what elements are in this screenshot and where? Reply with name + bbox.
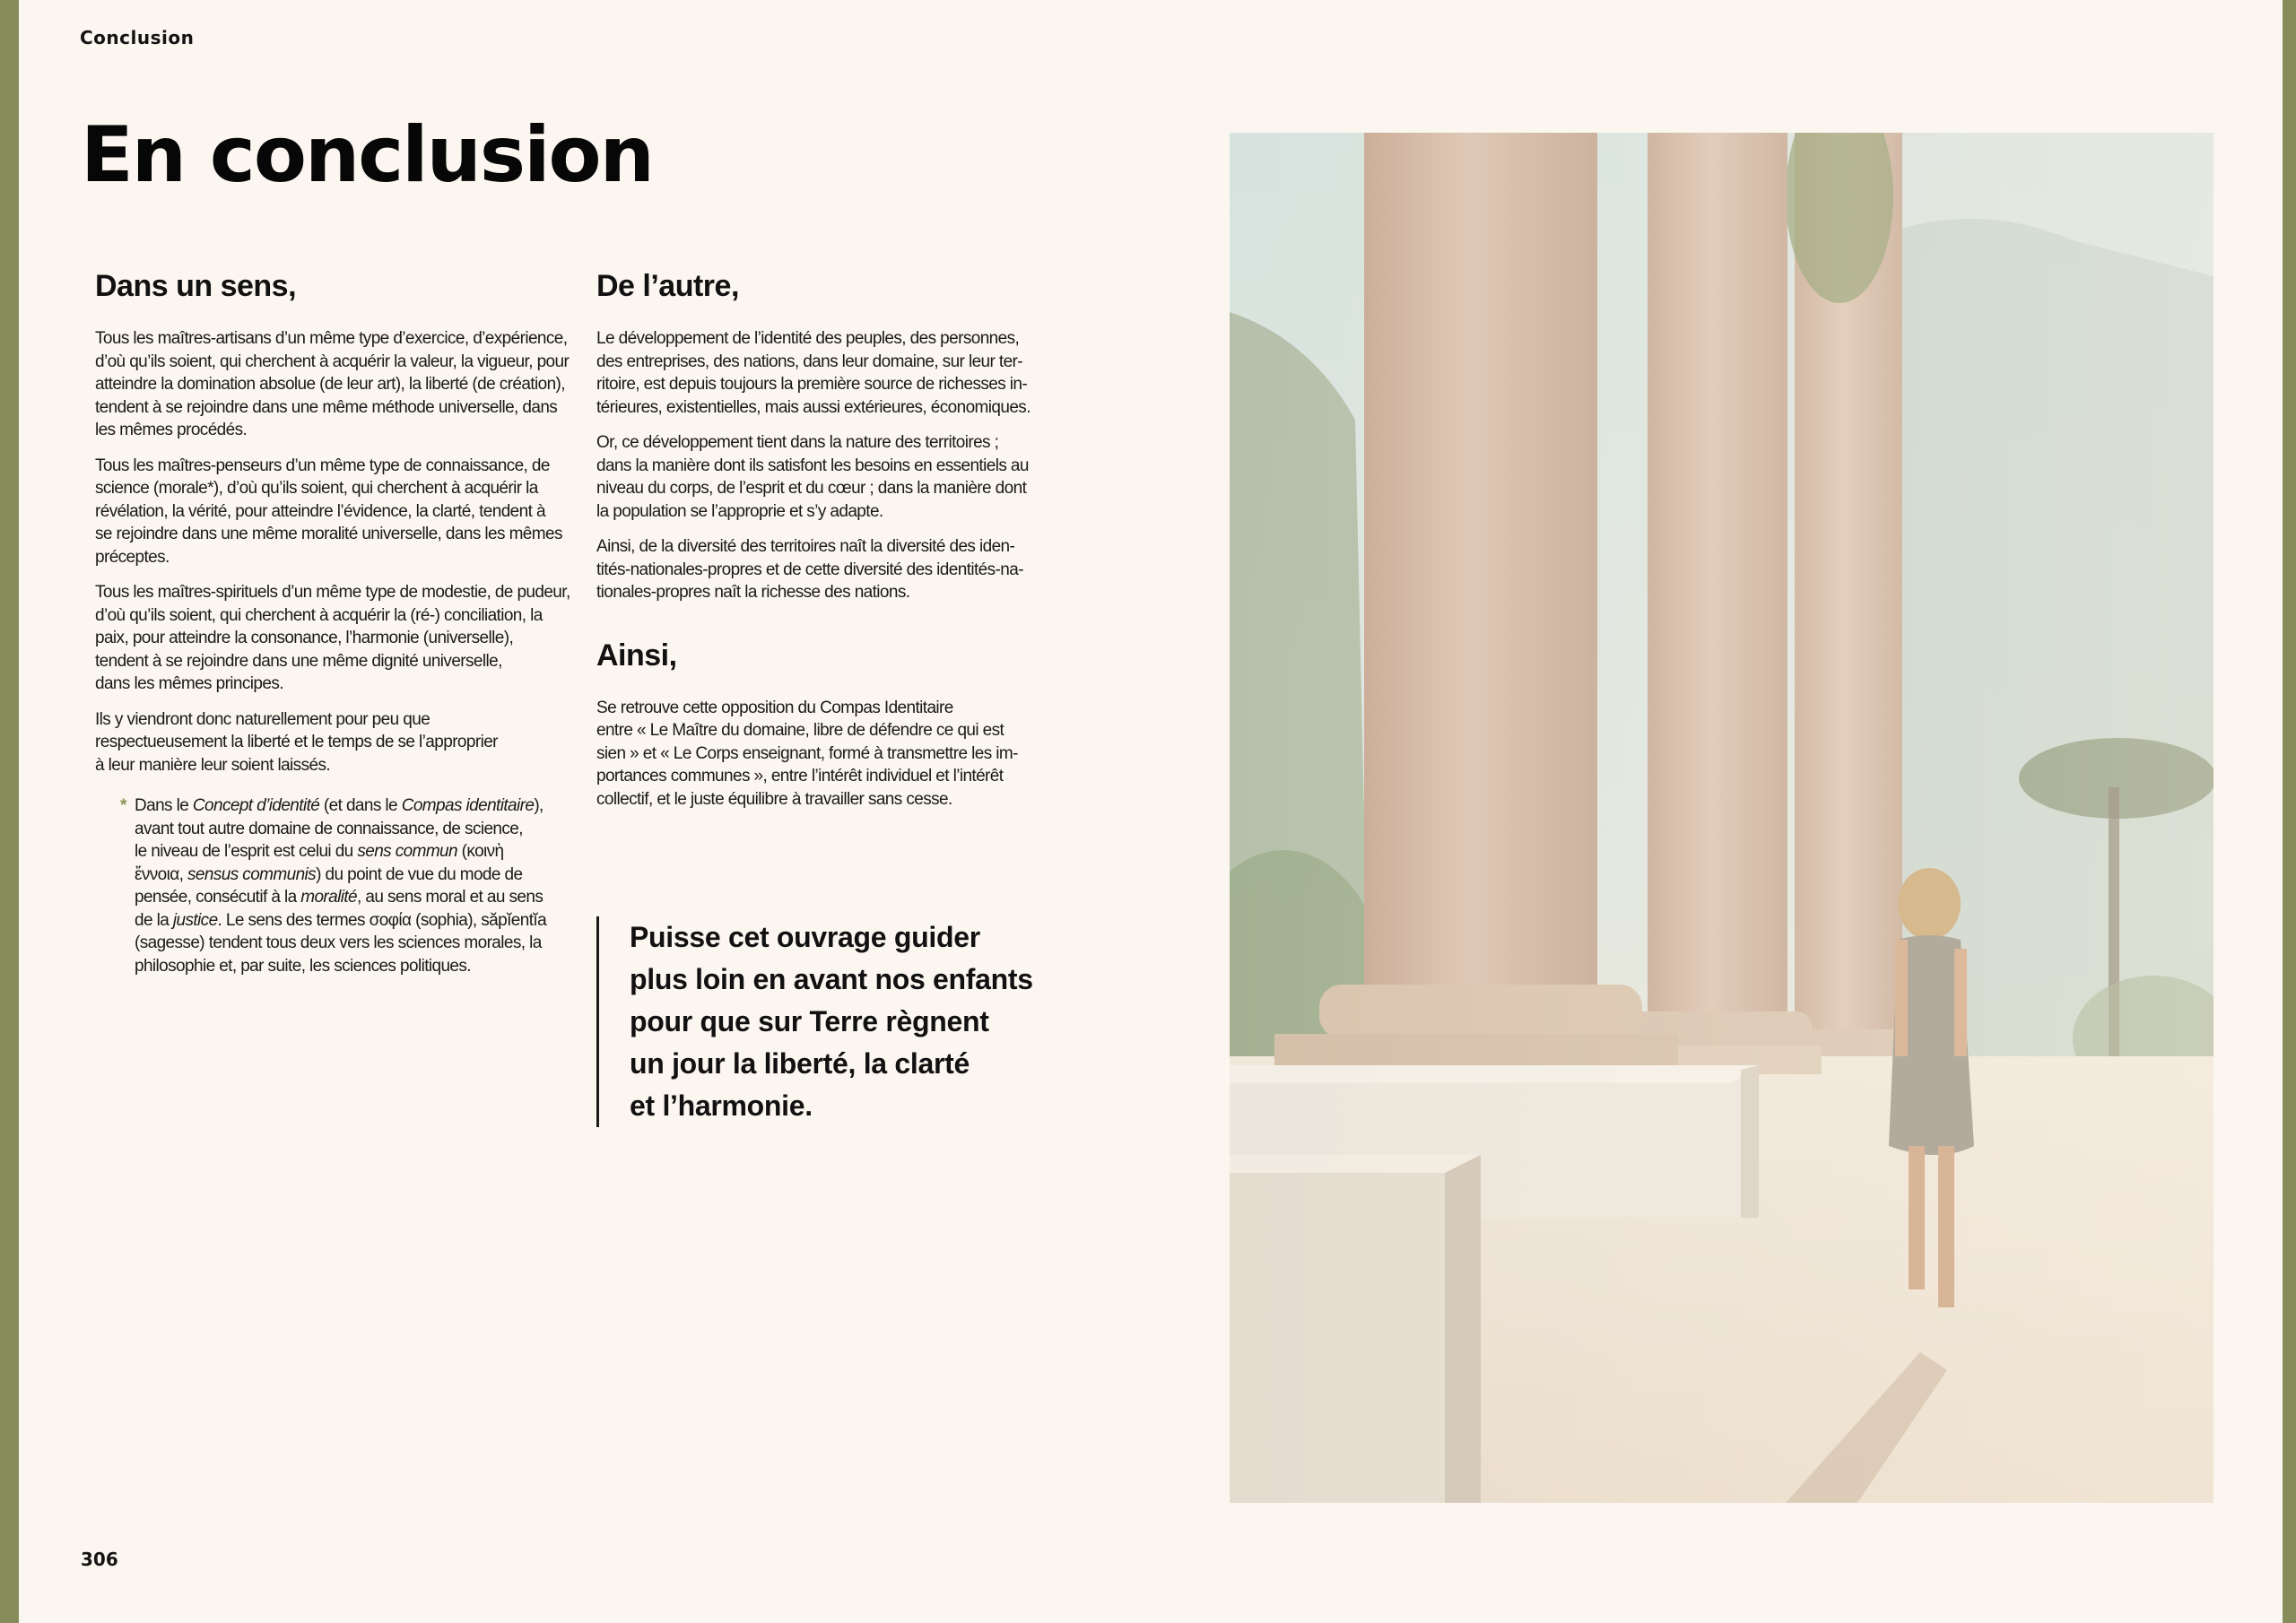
running-head: Conclusion [80,27,195,48]
left-edge-bar [0,0,19,1623]
right-column [596,269,1063,823]
paragraph-penseurs: Tous les maîtres-penseurs d’un même type de connaissance, de science (morale*), d’où qu’ils soient, qui cherchent à acquérir la révélation, la vérité, pour atteindre l’évidence, la clarté, tendent à se rejoindre dans une même moralité universelle, dans les mêmes préceptes. [95,456,562,567]
pull-quote [596,916,1096,1127]
page-title: En conclusion [81,110,653,200]
paragraph-spirituels: Tous les maîtres-spirituels d’un même type de modestie, de pudeur, d’où qu’ils soient, qui cherchent à acquérir la (ré-) conciliation, la paix, pour atteindre la consonance, l’harmonie (universelle), tendent à se rejoindre dans une même dignité universelle, dans les mêmes principes. [95,583,570,693]
right-edge-bar [2283,0,2296,1623]
footnote-text-7: . Le sens des termes σοφία (sophia), săpĭentĭa (sagesse) tendent tous deux vers les sciences morales, la philosophie et, par suite, les sciences politiques. [135,910,547,976]
footnote-italic-5: moralité [300,888,358,907]
paragraph-diversite: Ainsi, de la diversité des territoires naît la diversité des iden- tités-nationales-propres et de cette diversité des identités-na- tionales-propres naît la richesse des nations. [596,537,1023,602]
pull-quote-text: Puisse cet ouvrage guider plus loin en avant nos enfants pour que sur Terre règnent un jour la liberté, la clarté et l’harmonie. [630,921,1033,1122]
footnote-italic-3: sens commun [357,842,457,861]
temple-columns-photo [1230,133,2213,1503]
paragraph-developpement: Le développement de l’identité des peuples, des personnes, des entreprises, des nations, dans leur domaine, sur leur ter- ritoire, est depuis toujours la première source de richesses in- térieures, existentielles, mais aussi extérieures, économiques. [596,329,1031,417]
section-heading-ainsi: Ainsi, [596,638,677,673]
footnote-text-2: (et dans le [319,796,402,815]
page-number: 306 [81,1549,118,1570]
paragraph-territoires: Or, ce développement tient dans la nature des territoires ; dans la manière dont ils satisfont les besoins en essentiels au niveau du corps, de l’esprit et du cœur ; dans la manière dont la population se l’approprie et s’y adapte. [596,433,1029,521]
footnote-text-5: ) du point de vue du mode de pensée, consécutif à la [135,864,523,907]
footnote-italic-6: justice [172,910,218,930]
paragraph-artisans: Tous les maîtres-artisans d’un même type d’exercice, d’expérience, d’où qu’ils soient, qui cherchent à acquérir la valeur, la vigueur, pour atteindre la domination absolue (de leur art), la liberté (de création), tendent à se rejoindre dans une même méthode universelle, dans les mêmes procédés. [95,329,570,439]
footnote-text-1: Dans le [135,796,193,815]
footnote-text-6: , au sens moral et au sens de la [135,888,544,930]
paragraph-compas: Se retrouve cette opposition du Compas Identitaire entre « Le Maître du domaine, libre de défendre ce qui est sien » et « Le Corps enseignant, formé à transmettre les im- portances communes », entre l’intérêt individuel et l’intérêt collectif, et le juste équilibre à travailler sans cesse. [596,698,1018,809]
footnote-italic-2: Compas identitaire [401,796,535,815]
footnote-italic-4: sensus communis [187,864,317,884]
footnote-italic-1: Concept d’identité [192,796,320,815]
footnote [120,794,572,977]
footnote-text-4: (κοινὴ ἔννοια, [135,842,504,884]
paragraph-conclusion-left: Ils y viendront donc naturellement pour peu que respectueusement la liberté et le temps de se l’approprier à leur manière leur soient laissés. [95,709,498,775]
section-heading-dans-un-sens: Dans un sens, [95,269,297,303]
footnote-text-3: ), avant tout autre domaine de connaissance, de science, le niveau de l’esprit est celui du [135,796,544,861]
left-column [95,269,572,977]
section-heading-de-l-autre: De l’autre, [596,269,739,303]
footnote-marker: * [120,796,126,815]
